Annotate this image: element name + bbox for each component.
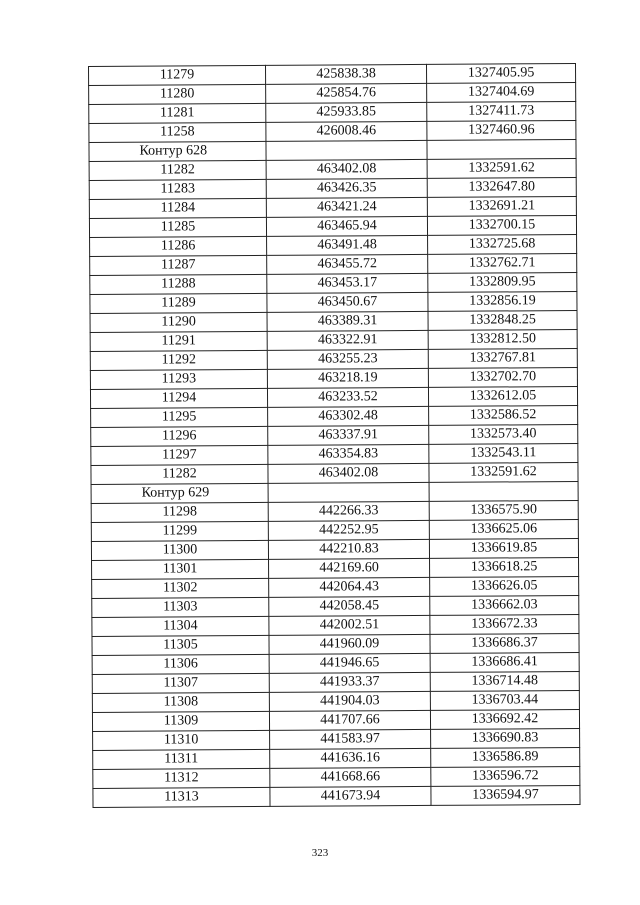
x-coordinate-cell: 441960.09 [269,634,430,654]
point-id-cell: 11258 [89,122,266,142]
table-row [92,672,579,694]
section-title-cell: Контур 628 [89,141,266,161]
y-coordinate-cell: 1332702.70 [428,368,577,388]
point-id-cell: 11290 [90,312,267,332]
point-id-cell: 11312 [93,768,270,788]
x-coordinate-cell: 463426.35 [266,178,427,198]
point-id-cell: 11288 [90,274,267,294]
x-coordinate-cell: 442169.60 [269,558,430,578]
x-coordinate-cell: 442210.83 [268,539,429,559]
point-id-cell: 11310 [93,730,270,750]
y-coordinate-cell: 1336618.25 [430,558,579,578]
y-coordinate-cell: 1332848.25 [428,311,577,331]
point-id-cell: 11295 [91,407,268,427]
table-row [90,254,577,276]
table-row [89,102,576,124]
point-id-cell: 11299 [91,521,268,541]
x-coordinate-cell: 441933.37 [269,672,430,692]
section-title-cell: Контур 629 [91,483,268,503]
point-id-cell: 11304 [92,616,269,636]
y-coordinate-cell: 1332812.50 [428,330,577,350]
table-row [93,729,580,751]
x-coordinate-cell: 463233.52 [267,387,428,407]
point-id-cell: 11280 [89,84,266,104]
x-coordinate-cell: 463455.72 [267,254,428,274]
y-coordinate-cell: 1336714.48 [430,672,579,692]
x-coordinate-cell: 425933.85 [266,102,427,122]
table-row [90,235,577,257]
x-coordinate-cell: 463255.23 [267,349,428,369]
x-coordinate-cell [266,140,427,160]
x-coordinate-cell: 442064.43 [269,577,430,597]
y-coordinate-cell: 1332700.15 [427,216,576,236]
y-coordinate-cell: 1332725.68 [428,235,577,255]
table-row [89,159,576,181]
y-coordinate-cell: 1336586.89 [431,748,580,768]
table-row [91,463,578,485]
y-coordinate-cell: 1336625.06 [429,520,578,540]
point-id-cell: 11289 [90,293,267,313]
point-id-cell: 11307 [92,673,269,693]
y-coordinate-cell: 1336662.03 [430,596,579,616]
point-id-cell: 11308 [92,692,269,712]
point-id-cell: 11301 [92,559,269,579]
table-row [90,330,577,352]
y-coordinate-cell: 1327411.73 [427,102,576,122]
y-coordinate-cell: 1332586.52 [429,406,578,426]
x-coordinate-cell: 441946.65 [269,653,430,673]
x-coordinate-cell: 463322.91 [267,330,428,350]
table-row [91,425,578,447]
point-id-cell: 11311 [93,749,270,769]
x-coordinate-cell: 442002.51 [269,615,430,635]
table-row [89,83,576,105]
point-id-cell: 11282 [89,160,266,180]
x-coordinate-cell: 441668.66 [270,767,431,787]
y-coordinate-cell: 1336686.41 [430,653,579,673]
x-coordinate-cell: 425838.38 [265,64,426,84]
y-coordinate-cell: 1332809.95 [428,273,577,293]
y-coordinate-cell: 1336619.85 [429,539,578,559]
y-coordinate-cell: 1332767.81 [428,349,577,369]
point-id-cell: 11284 [89,198,266,218]
table-row [91,520,578,542]
y-coordinate-cell [429,482,578,502]
table-row [92,710,579,732]
point-id-cell: 11297 [91,445,268,465]
point-id-cell: 11302 [92,578,269,598]
point-id-cell: 11305 [92,635,269,655]
x-coordinate-cell: 441707.66 [269,710,430,730]
point-id-cell: 11282 [91,464,268,484]
table-row [92,577,579,599]
y-coordinate-cell: 1336703.44 [430,691,579,711]
x-coordinate-cell: 442252.95 [268,520,429,540]
point-id-cell: 11293 [90,369,267,389]
point-id-cell: 11281 [89,103,266,123]
y-coordinate-cell: 1327460.96 [427,121,576,141]
table-row [89,197,576,219]
y-coordinate-cell: 1336692.42 [430,710,579,730]
x-coordinate-cell: 463453.17 [267,273,428,293]
x-coordinate-cell: 441583.97 [270,729,431,749]
table-row [92,653,579,675]
x-coordinate-cell: 463218.19 [267,368,428,388]
point-id-cell: 11294 [90,388,267,408]
y-coordinate-cell: 1336672.33 [430,615,579,635]
table-row [93,748,580,770]
point-id-cell: 11300 [91,540,268,560]
y-coordinate-cell: 1332573.40 [429,425,578,445]
y-coordinate-cell: 1336690.83 [431,729,580,749]
page-number: 323 [311,847,329,859]
y-coordinate-cell: 1336594.97 [431,786,580,806]
x-coordinate-cell: 463491.48 [267,235,428,255]
x-coordinate-cell: 463302.48 [268,406,429,426]
table-row [91,501,578,523]
coordinates-table-body [89,64,581,808]
point-id-cell: 11309 [92,711,269,731]
x-coordinate-cell: 425854.76 [266,83,427,103]
y-coordinate-cell: 1332691.21 [427,197,576,217]
table-row [93,767,580,789]
table-row [90,292,577,314]
table-row [92,558,579,580]
point-id-cell: 11291 [90,331,267,351]
table-row [90,273,577,295]
y-coordinate-cell [427,140,576,160]
table-row [92,634,579,656]
y-coordinate-cell: 1327404.69 [427,83,576,103]
point-id-cell: 11287 [90,255,267,275]
point-id-cell: 11292 [90,350,267,370]
point-id-cell: 11298 [91,502,268,522]
table-row [89,178,576,200]
y-coordinate-cell: 1332612.05 [428,387,577,407]
x-coordinate-cell: 463421.24 [266,197,427,217]
x-coordinate-cell: 441636.16 [270,748,431,768]
table-row [92,691,579,713]
x-coordinate-cell: 463402.08 [268,463,429,483]
x-coordinate-cell: 441904.03 [269,691,430,711]
x-coordinate-cell: 463465.94 [266,216,427,236]
x-coordinate-cell: 463402.08 [266,159,427,179]
y-coordinate-cell: 1336686.37 [430,634,579,654]
point-id-cell: 11313 [93,787,270,807]
y-coordinate-cell: 1332543.11 [429,444,578,464]
point-id-cell: 11285 [89,217,266,237]
table-row [90,368,577,390]
table-row [90,387,577,409]
table-row [91,406,578,428]
x-coordinate-cell: 442266.33 [268,501,429,521]
table-row [89,216,576,238]
y-coordinate-cell: 1336575.90 [429,501,578,521]
x-coordinate-cell: 463354.83 [268,444,429,464]
y-coordinate-cell: 1332762.71 [428,254,577,274]
y-coordinate-cell: 1332647.80 [427,178,576,198]
table-row [91,539,578,561]
x-coordinate-cell: 426008.46 [266,121,427,141]
point-id-cell: 11296 [91,426,268,446]
table-row [90,311,577,333]
y-coordinate-cell: 1336596.72 [431,767,580,787]
coordinates-table [88,63,581,808]
x-coordinate-cell [268,482,429,502]
table-row [92,615,579,637]
y-coordinate-cell: 1336626.05 [430,577,579,597]
x-coordinate-cell: 463450.67 [267,292,428,312]
table-row [89,121,576,143]
x-coordinate-cell: 463389.31 [267,311,428,331]
y-coordinate-cell: 1332856.19 [428,292,577,312]
x-coordinate-cell: 441673.94 [270,786,431,806]
x-coordinate-cell: 442058.45 [269,596,430,616]
y-coordinate-cell: 1332591.62 [427,159,576,179]
point-id-cell: 11283 [89,179,266,199]
table-row [89,64,576,86]
x-coordinate-cell: 463337.91 [268,425,429,445]
point-id-cell: 11279 [89,65,266,85]
y-coordinate-cell: 1327405.95 [426,64,575,84]
y-coordinate-cell: 1332591.62 [429,463,578,483]
point-id-cell: 11306 [92,654,269,674]
point-id-cell: 11303 [92,597,269,617]
table-row [92,596,579,618]
table-row [91,444,578,466]
table-row [93,786,580,808]
table-row [90,349,577,371]
point-id-cell: 11286 [90,236,267,256]
